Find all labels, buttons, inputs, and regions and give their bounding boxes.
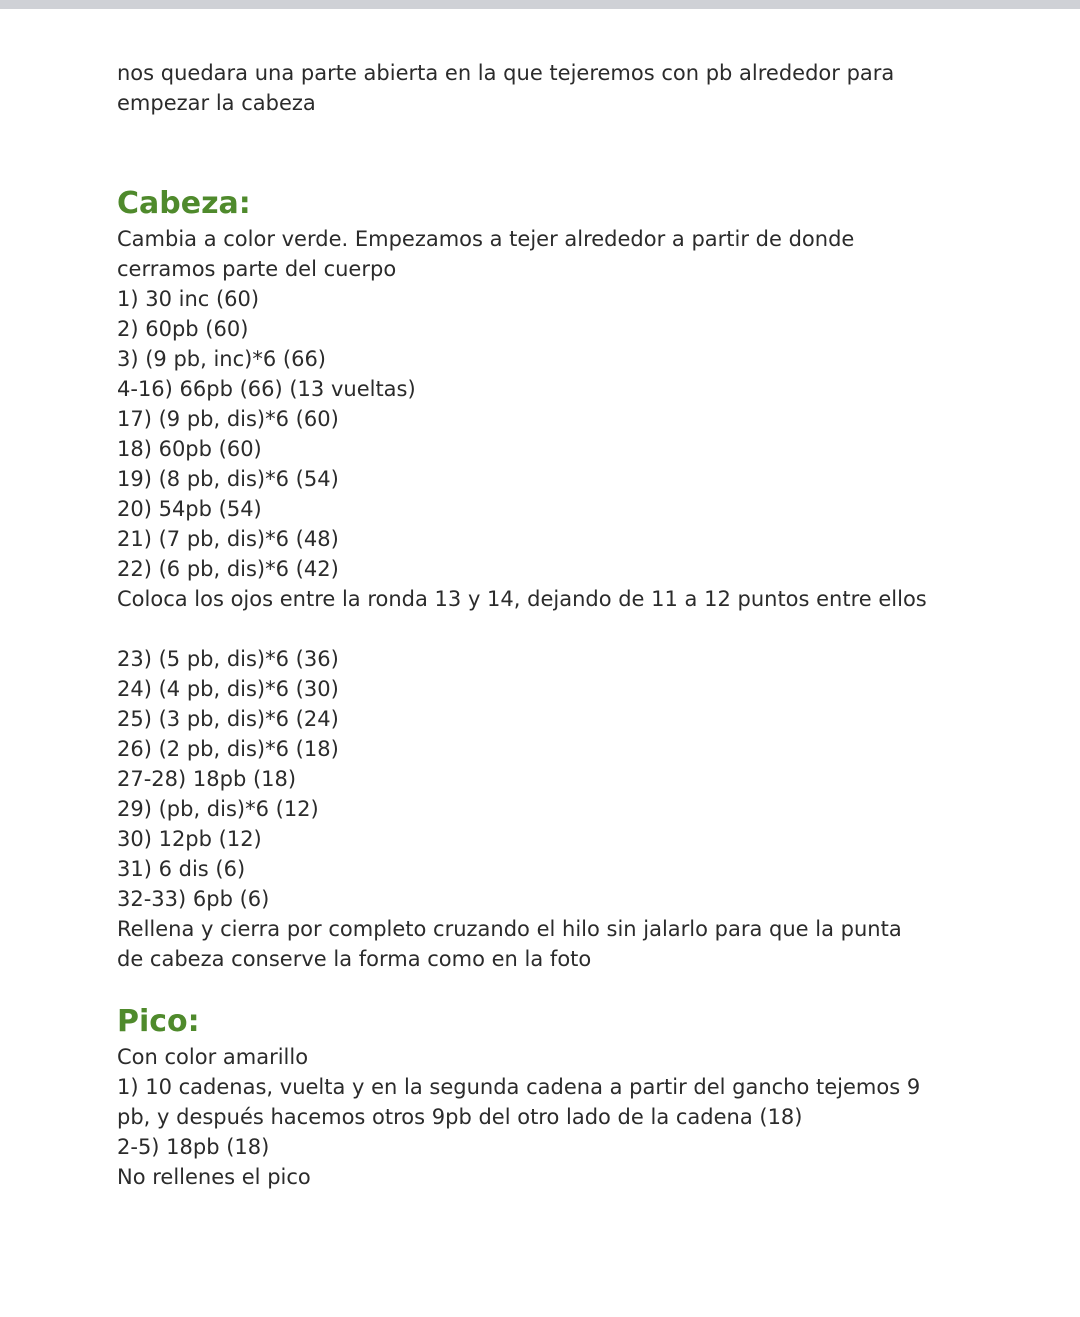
document-page <box>117 58 1017 1192</box>
round-line: 17) (9 pb, dis)*6 (60) <box>117 407 339 431</box>
round-line: 32-33) 6pb (6) <box>117 887 270 911</box>
round-line: 31) 6 dis (6) <box>117 857 246 881</box>
round-line: 25) (3 pb, dis)*6 (24) <box>117 707 339 731</box>
round-line: 19) (8 pb, dis)*6 (54) <box>117 467 339 491</box>
cabeza-section <box>117 224 1017 974</box>
intro-text <box>117 58 1017 118</box>
cabeza-intro-line: cerramos parte del cuerpo <box>117 257 397 281</box>
intro-line: nos quedara una parte abierta en la que tejeremos con pb alrededor para <box>117 61 895 85</box>
round-line: 26) (2 pb, dis)*6 (18) <box>117 737 339 761</box>
cabeza-intro-line: Cambia a color verde. Empezamos a tejer alrededor a partir de donde <box>117 227 855 251</box>
round-line: 22) (6 pb, dis)*6 (42) <box>117 557 339 581</box>
eyes-note: Coloca los ojos entre la ronda 13 y 14, dejando de 11 a 12 puntos entre ellos <box>117 587 927 611</box>
round-line: 23) (5 pb, dis)*6 (36) <box>117 647 339 671</box>
round-line: 24) (4 pb, dis)*6 (30) <box>117 677 339 701</box>
round-line: 2) 60pb (60) <box>117 317 249 341</box>
closing-line: Rellena y cierra por completo cruzando el hilo sin jalarlo para que la punta <box>117 917 902 941</box>
round-line: 27-28) 18pb (18) <box>117 767 297 791</box>
round-line: 3) (9 pb, inc)*6 (66) <box>117 347 326 371</box>
round-line: 20) 54pb (54) <box>117 497 262 521</box>
pico-heading: Pico: <box>117 1004 200 1039</box>
pico-line: 1) 10 cadenas, vuelta y en la segunda cadena a partir del gancho tejemos 9 <box>117 1075 921 1099</box>
top-bar <box>0 0 1080 9</box>
round-line: 21) (7 pb, dis)*6 (48) <box>117 527 339 551</box>
round-line: 30) 12pb (12) <box>117 827 262 851</box>
pico-line: Con color amarillo <box>117 1045 309 1069</box>
round-line: 18) 60pb (60) <box>117 437 262 461</box>
closing-line: de cabeza conserve la forma como en la foto <box>117 947 592 971</box>
intro-line: empezar la cabeza <box>117 91 316 115</box>
round-line: 29) (pb, dis)*6 (12) <box>117 797 319 821</box>
pico-section <box>117 1042 1017 1192</box>
round-line: 4-16) 66pb (66) (13 vueltas) <box>117 377 416 401</box>
round-line: 1) 30 inc (60) <box>117 287 260 311</box>
cabeza-heading: Cabeza: <box>117 186 251 221</box>
rounds-list-a <box>117 284 1017 584</box>
pico-line: pb, y después hacemos otros 9pb del otro lado de la cadena (18) <box>117 1105 803 1129</box>
pico-line: No rellenes el pico <box>117 1165 311 1189</box>
pico-line: 2-5) 18pb (18) <box>117 1135 270 1159</box>
rounds-list-b <box>117 644 1017 914</box>
